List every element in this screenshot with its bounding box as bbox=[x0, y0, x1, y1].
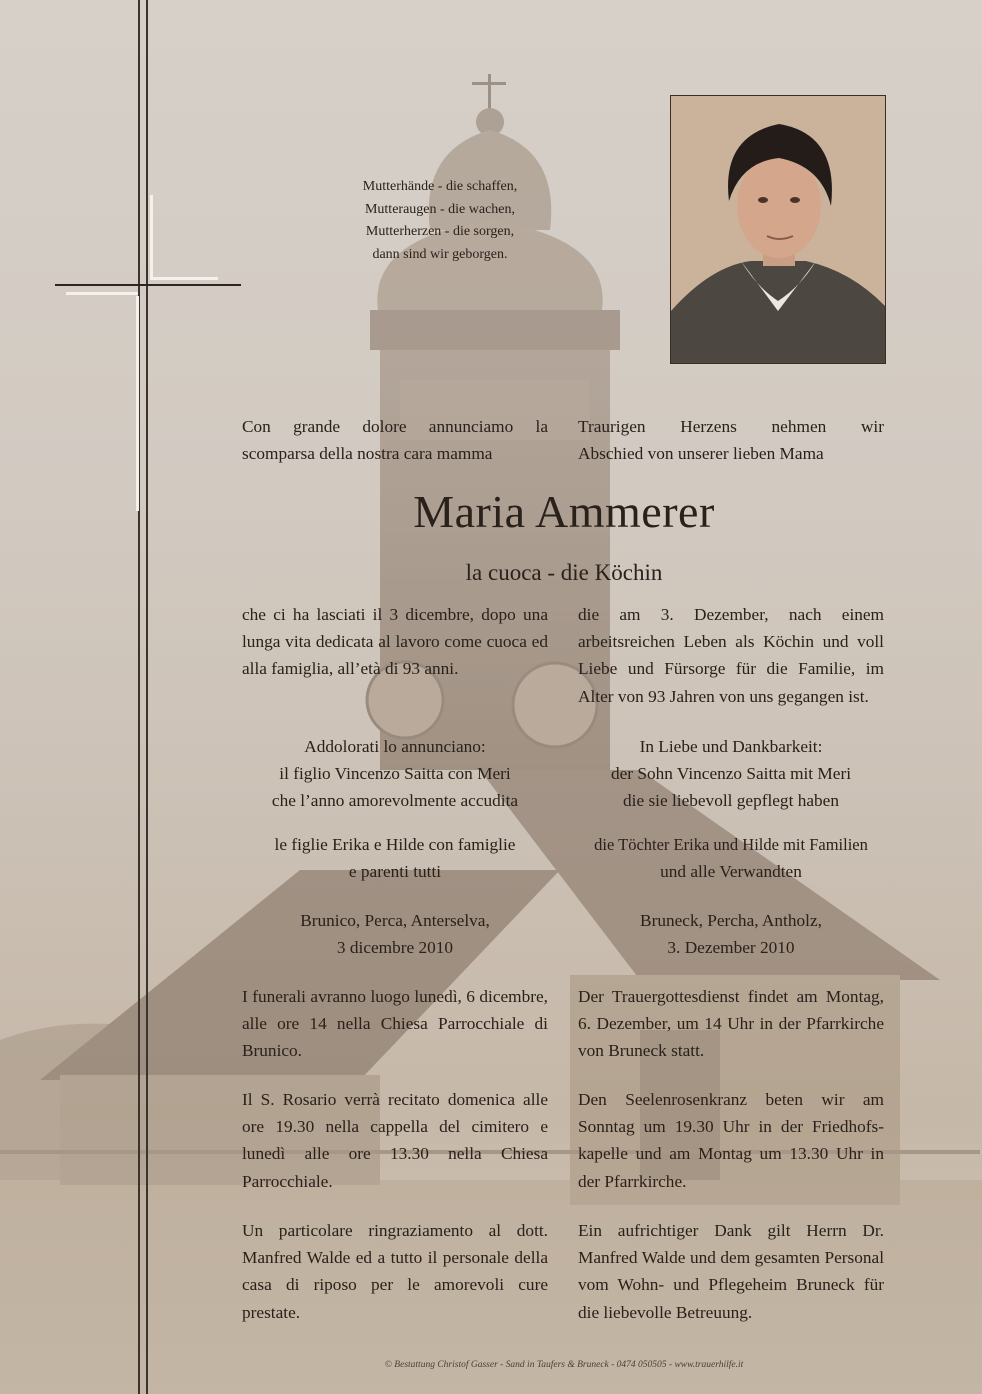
vertical-line-right bbox=[146, 0, 148, 1394]
cross-highlight bbox=[150, 195, 153, 279]
mourners-italian bbox=[242, 733, 548, 815]
intro-italian bbox=[242, 413, 548, 467]
mourners-de-line: der Sohn Vincenzo Saitta mit Meri bbox=[610, 764, 852, 784]
vertical-line-left bbox=[138, 0, 140, 1394]
daughters-italian bbox=[242, 831, 548, 885]
death-it-text: che ci ha lasciati il 3 dicembre, dopo una lunga vita dedicata al lavoro come cuoca ed alla famiglia, all’età di 93 anni. bbox=[242, 605, 548, 679]
mourners-it-line: il figlio Vincenzo Saitta con Meri bbox=[279, 764, 511, 784]
poem-line: Mutterherzen - die sorgen, bbox=[365, 224, 515, 239]
rosary-italian bbox=[242, 1086, 548, 1195]
mourners-de-line: In Liebe und Dankbarkeit: bbox=[639, 737, 823, 756]
poem-line: dann sind wir geborgen. bbox=[372, 246, 508, 262]
funeral-de-text: Der Trauergottesdienst findet am Montag, 6. Dezember, um 14 Uhr in der Pfarrkirche von Bruneck statt. bbox=[578, 987, 884, 1061]
daughters-it-line: le figlie Erika e Hilde con famiglie bbox=[274, 835, 516, 854]
intro-de-line: Abschied von unserer lieben Mama bbox=[578, 444, 824, 464]
mourners-de-line: die sie liebevoll gepflegt haben bbox=[623, 791, 839, 811]
intro-de-line: Traurigen Herzens nehmen wir bbox=[578, 417, 884, 436]
thanks-it-text: Un particolare ringraziamento al dott. Manfred Walde ed a tutto il personale della casa di riposo per le amorevoli cure prestate. bbox=[242, 1221, 548, 1322]
thanks-german bbox=[578, 1217, 884, 1326]
mourners-it-line: Addolorati lo annunciano: bbox=[304, 737, 486, 756]
rosary-it-text: Il S. Rosario verrà recitato domenica alle ore 19.30 nella cappella del cimitero e lunedì alle ore 13.30 nella Chiesa Parrocchiale. bbox=[242, 1090, 548, 1191]
thanks-de-text: Ein aufrichtiger Dank gilt Herrn Dr. Manfred Walde und dem gesamten Personal vom Wohn- und Pflegeheim Bruneck für die liebevolle Betreuung. bbox=[578, 1221, 884, 1322]
date-de: 3. Dezember 2010 bbox=[667, 938, 795, 958]
poem-line: Mutteraugen - die wachen, bbox=[364, 201, 516, 217]
funeral-it-text: I funerali avranno luogo lunedì, 6 dicembre, alle ore 14 nella Chiesa Parrocchiale di Brunico. bbox=[242, 987, 548, 1061]
deceased-name: Maria Ammerer bbox=[413, 486, 715, 537]
funeral-italian bbox=[242, 983, 548, 1065]
mourners-german bbox=[578, 733, 884, 815]
rosary-german bbox=[578, 1086, 884, 1195]
cross-horizontal-bar bbox=[55, 284, 241, 286]
portrait-image bbox=[671, 96, 885, 363]
profession: la cuoca - die Köchin bbox=[465, 560, 663, 585]
death-german bbox=[578, 601, 884, 710]
funeral-german bbox=[578, 983, 884, 1065]
place-de: Bruneck, Percha, Antholz, bbox=[640, 911, 822, 930]
death-italian bbox=[242, 601, 548, 683]
death-de-text: die am 3. Dezember, nach einem arbeitsreichen Leben als Köchin und voll Liebe und Fürsorge für die Familie, im Alter von 93 Jahren von uns gegangen ist. bbox=[578, 605, 884, 706]
place-it: Brunico, Perca, Anterselva, bbox=[300, 911, 490, 930]
daughters-german bbox=[578, 831, 884, 885]
daughters-de-line: die Töchter Erika und Hilde mit Familien bbox=[594, 835, 868, 854]
cross-highlight bbox=[136, 296, 139, 511]
mourners-it-line: che l’anno amorevolmente accudita bbox=[271, 791, 519, 811]
portrait-photo bbox=[670, 95, 886, 364]
poem-line: Mutterhände - die schaffen, bbox=[362, 179, 518, 194]
daughters-it-line: e parenti tutti bbox=[348, 862, 442, 882]
date-it: 3 dicembre 2010 bbox=[336, 938, 454, 958]
place-date-italian bbox=[242, 907, 548, 961]
intro-german bbox=[578, 413, 884, 467]
footer-credit: © Bestattung Christof Gasser - Sand in Taufers & Bruneck - 0474 050505 - www.trauerhilfe.it bbox=[384, 1360, 744, 1370]
rosary-de-text: Den Seelenrosenkranz beten wir am Sonntag um 19.30 Uhr in der Friedhofs-kapelle und am Montag um 13.30 Uhr in der Pfarrkirche. bbox=[578, 1090, 884, 1191]
intro-it-line: Con grande dolore annunciamo la bbox=[242, 417, 548, 436]
thanks-italian bbox=[242, 1217, 548, 1326]
cross-highlight bbox=[66, 292, 138, 295]
poem bbox=[306, 176, 574, 266]
cross-highlight bbox=[150, 277, 218, 280]
place-date-german bbox=[578, 907, 884, 961]
intro-it-line: scomparsa della nostra cara mamma bbox=[242, 444, 493, 464]
daughters-de-line: und alle Verwandten bbox=[660, 862, 802, 882]
